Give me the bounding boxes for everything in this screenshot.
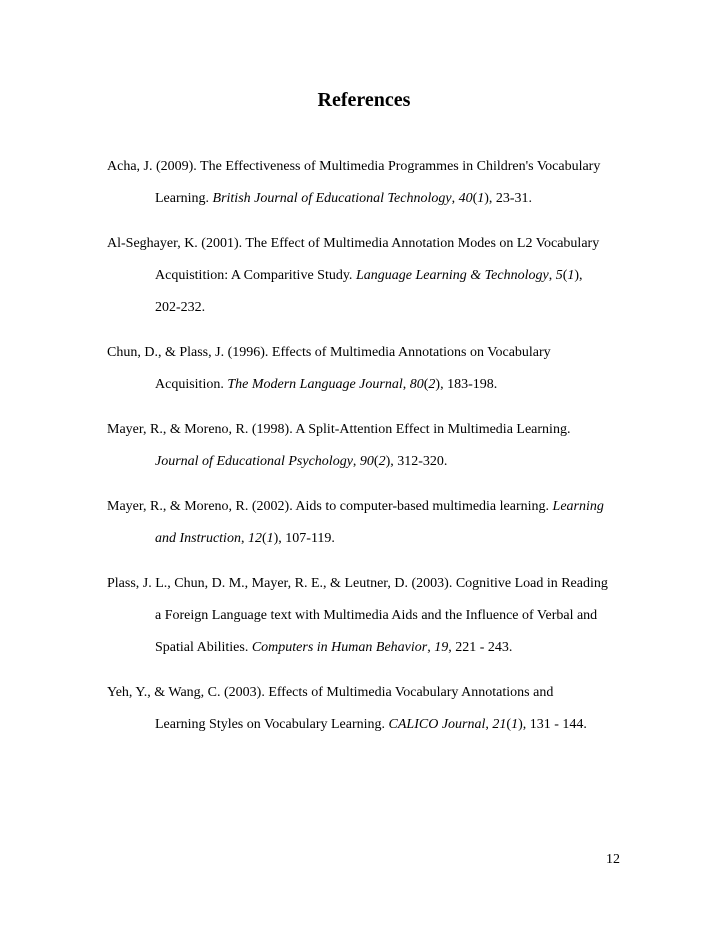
reference-first-line bbox=[107, 568, 647, 600]
reference-italic-text: 21 bbox=[492, 717, 507, 732]
reference-italic-text: 40 bbox=[458, 191, 473, 206]
reference-italic-text: 2 bbox=[428, 377, 436, 392]
reference-text: ( bbox=[423, 377, 429, 392]
reference-continuation-line bbox=[107, 183, 647, 215]
reference-text: Chun, D., & Plass, J. (1996). Effects of Multimedia Annotations on Vocabulary bbox=[107, 345, 551, 360]
reference-text: Plass, J. L., Chun, D. M., Mayer, R. E., & Leutner, D. (2003). Cognitive Load in Reading bbox=[107, 576, 608, 591]
reference-text: Al-Seghayer, K. (2001). The Effect of Multimedia Annotation Modes on L2 Vocabulary bbox=[107, 236, 600, 251]
reference-text: , 221 - 243. bbox=[448, 640, 513, 655]
reference-italic-text: 2 bbox=[378, 454, 386, 469]
reference-text: 202-232. bbox=[155, 300, 206, 315]
reference-text: ), bbox=[574, 268, 583, 283]
reference-continuation-line bbox=[107, 632, 647, 664]
reference-text: Spatial Abilities. bbox=[155, 640, 252, 655]
reference-italic-text: CALICO Journal bbox=[388, 717, 486, 732]
reference-text: , bbox=[548, 268, 556, 283]
reference-continuation-line bbox=[107, 600, 647, 632]
reference-text: , bbox=[240, 531, 248, 546]
reference-continuation-line bbox=[107, 369, 647, 401]
reference-text: Yeh, Y., & Wang, C. (2003). Effects of Multimedia Vocabulary Annotations and bbox=[107, 685, 554, 700]
reference-text: Acha, J. (2009). The Effectiveness of Multimedia Programmes in Children's Vocabulary bbox=[107, 159, 601, 174]
reference-text: ), 131 - 144. bbox=[518, 717, 587, 732]
reference-text: Learning Styles on Vocabulary Learning. bbox=[155, 717, 389, 732]
reference-text: ( bbox=[261, 531, 267, 546]
reference-text: , bbox=[427, 640, 435, 655]
reference-entry bbox=[107, 151, 647, 215]
reference-text: , bbox=[402, 377, 410, 392]
reference-text: ), 312-320. bbox=[385, 454, 448, 469]
reference-entry bbox=[107, 568, 647, 664]
reference-text: , bbox=[352, 454, 360, 469]
reference-continuation-line bbox=[107, 260, 647, 292]
reference-italic-text: The Modern Language Journal bbox=[227, 377, 403, 392]
reference-text: , bbox=[485, 717, 493, 732]
reference-italic-text: 1 bbox=[511, 717, 519, 732]
reference-text: ( bbox=[506, 717, 512, 732]
reference-entry bbox=[107, 337, 647, 401]
reference-text: ( bbox=[472, 191, 478, 206]
reference-italic-text: 1 bbox=[477, 191, 485, 206]
reference-italic-text: 1 bbox=[567, 268, 575, 283]
reference-continuation-line bbox=[107, 292, 647, 324]
reference-italic-text: British Journal of Educational Technology bbox=[212, 191, 452, 206]
reference-first-line bbox=[107, 228, 647, 260]
reference-first-line bbox=[107, 151, 647, 183]
reference-italic-text: 80 bbox=[409, 377, 424, 392]
reference-first-line bbox=[107, 491, 647, 523]
page-number: 12 bbox=[606, 852, 620, 867]
page-title: References bbox=[317, 89, 411, 111]
reference-italic-text: Computers in Human Behavior bbox=[251, 640, 428, 655]
reference-italic-text: 5 bbox=[555, 268, 563, 283]
reference-text: ), 183-198. bbox=[435, 377, 498, 392]
reference-continuation-line bbox=[107, 523, 647, 555]
reference-text: Mayer, R., & Moreno, R. (1998). A Split-Attention Effect in Multimedia Learning. bbox=[107, 422, 571, 437]
reference-entry bbox=[107, 677, 647, 741]
reference-continuation-line bbox=[107, 709, 647, 741]
reference-italic-text: 1 bbox=[266, 531, 274, 546]
reference-text: ( bbox=[562, 268, 568, 283]
reference-list bbox=[107, 151, 647, 754]
reference-text: Acquisition. bbox=[155, 377, 228, 392]
reference-text: , bbox=[451, 191, 459, 206]
reference-italic-text: Learning bbox=[552, 499, 604, 514]
reference-italic-text: and Instruction bbox=[155, 531, 241, 546]
reference-text: a Foreign Language text with Multimedia Aids and the Influence of Verbal and bbox=[155, 608, 598, 623]
reference-first-line bbox=[107, 414, 647, 446]
reference-first-line bbox=[107, 677, 647, 709]
reference-italic-text: Language Learning & Technology bbox=[355, 268, 549, 283]
reference-text: Learning. bbox=[155, 191, 213, 206]
reference-text: Mayer, R., & Moreno, R. (2002). Aids to computer-based multimedia learning. bbox=[107, 499, 553, 514]
reference-entry bbox=[107, 491, 647, 555]
reference-italic-text: 19 bbox=[434, 640, 449, 655]
reference-first-line bbox=[107, 337, 647, 369]
reference-text: ), 107-119. bbox=[273, 531, 335, 546]
reference-italic-text: 90 bbox=[359, 454, 374, 469]
reference-text: ), 23-31. bbox=[484, 191, 533, 206]
reference-text: ( bbox=[373, 454, 379, 469]
reference-continuation-line bbox=[107, 446, 647, 478]
reference-entry bbox=[107, 228, 647, 324]
reference-text: Acquistition: A Comparitive Study. bbox=[155, 268, 356, 283]
reference-italic-text: 12 bbox=[247, 531, 262, 546]
reference-italic-text: Journal of Educational Psychology bbox=[155, 454, 353, 469]
reference-entry bbox=[107, 414, 647, 478]
